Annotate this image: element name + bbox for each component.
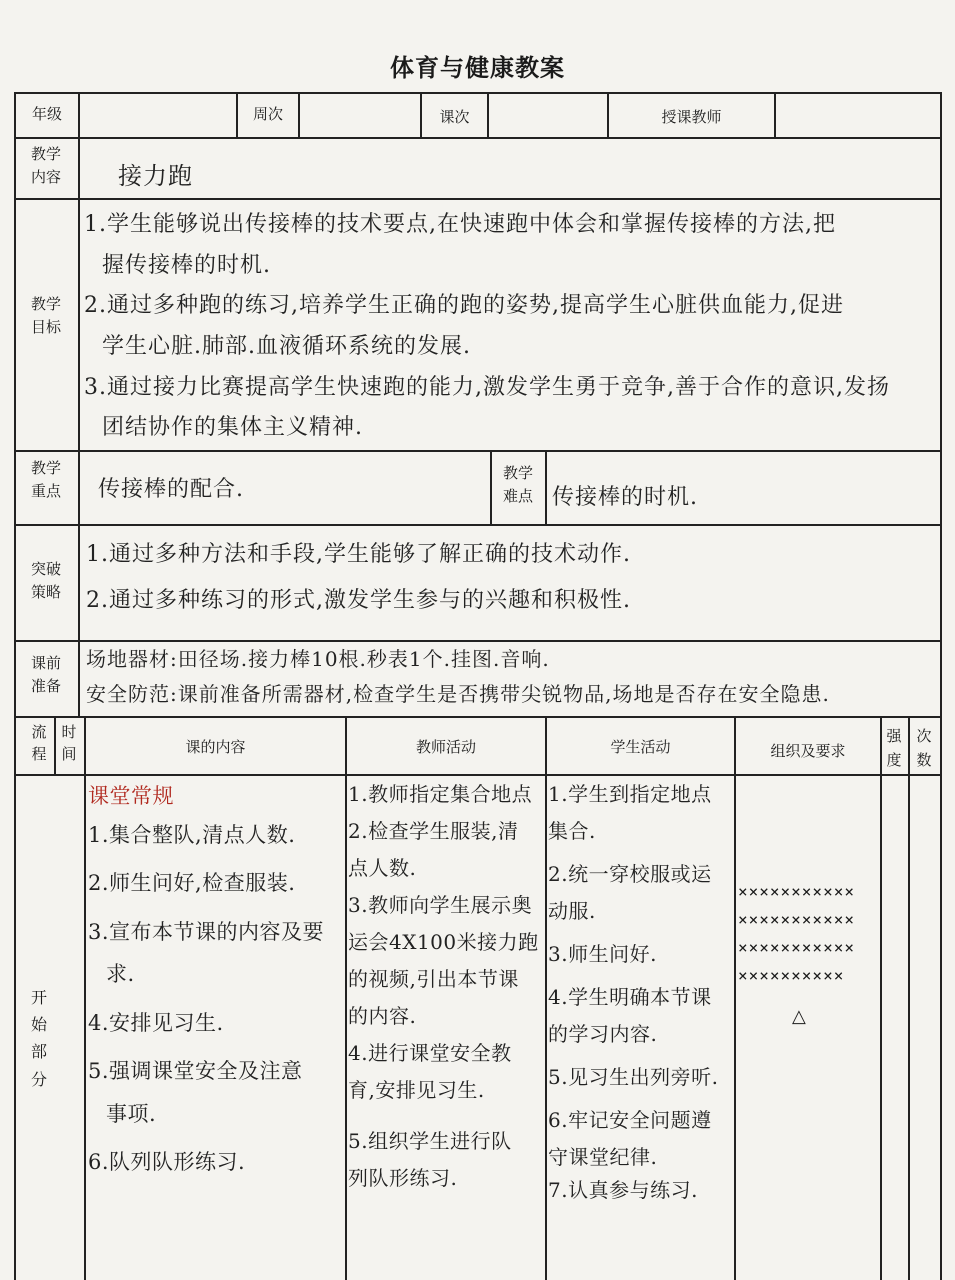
preparation-text (86, 642, 940, 712)
teacher-activity-cell (348, 780, 544, 1193)
formation-row: ××××××××××× (738, 910, 855, 929)
teacher-line: 3.教师向学生展示奥 (348, 893, 533, 917)
student-activity-cell (548, 780, 733, 1205)
objective-line: 2.通过多种跑的练习,培养学生正确的跑的姿势,提高学生心脏供血能力,促进 (84, 293, 844, 319)
lesson-content-cell (88, 780, 344, 1179)
lesson-item: 1.集合整队,清点人数. (88, 822, 296, 847)
section-label: 开始部分 (30, 988, 47, 1089)
teacher-line: 运会4X100米接力跑 (348, 930, 539, 954)
student-line: 6.牢记安全问题遵 (548, 1108, 712, 1132)
strategy-line: 2.通过多种练习的形式,激发学生参与的兴趣和积极性. (86, 588, 631, 614)
col-lesson-content: 课的内容 (185, 738, 246, 756)
difficulty-value: 传接棒的时机. (552, 485, 698, 510)
student-line: 3.师生问好. (548, 942, 657, 966)
preparation-line: 安全防范:课前准备所需器材,检查学生是否携带尖锐物品,场地是否存在安全隐患. (86, 682, 830, 706)
teacher-line: 2.检查学生服装,清 (348, 819, 519, 843)
teacher-label: 授课教师 (661, 108, 722, 126)
student-line: 2.统一穿校服或运 (548, 862, 712, 886)
teacher-line: 列队形练习. (348, 1166, 458, 1190)
lesson-item: 2.师生问好,检查服装. (88, 871, 296, 896)
strategy-label: 突破策略 (30, 560, 61, 602)
student-line: 的学习内容. (548, 1022, 658, 1046)
teacher-line: 4.进行课堂安全教 (348, 1041, 512, 1065)
col-flow: 流程 (31, 723, 47, 763)
lesson-item: 3.宣布本节课的内容及要 (88, 919, 325, 944)
teacher-line: 的视频,引出本节课 (348, 967, 519, 991)
student-line: 7.认真参与练习. (548, 1178, 698, 1202)
student-line: 守课堂纪律. (548, 1145, 658, 1169)
key-points-value: 传接棒的配合. (98, 477, 244, 502)
lesson-item: 事项. (106, 1101, 157, 1126)
teacher-line: 的内容. (348, 1004, 417, 1028)
page-title: 体育与健康教案 (390, 54, 565, 82)
col-student-activity: 学生活动 (610, 738, 671, 756)
formation-row: ××××××××××× (738, 938, 855, 957)
preparation-line: 场地器材:田径场.接力棒10根.秒表1个.挂图.音响. (86, 647, 550, 671)
objectives-text (84, 205, 940, 449)
formation-row: ×××××××××× (738, 966, 845, 985)
lesson-label: 课次 (439, 108, 470, 126)
col-organization: 组织及要求 (770, 742, 846, 760)
content-label: 教学内容 (30, 145, 61, 187)
objective-line: 学生心脏.肺部.血液循环系统的发展. (102, 334, 471, 360)
teacher-line: 5.组织学生进行队 (348, 1129, 512, 1153)
difficulty-label: 教学难点 (502, 464, 533, 506)
col-intensity: 强度 (886, 727, 902, 769)
col-time: 时间 (61, 723, 77, 763)
student-line: 5.见习生出列旁听. (548, 1065, 719, 1089)
lesson-item: 6.队列队形练习. (88, 1150, 246, 1175)
week-label: 周次 (252, 105, 283, 123)
strategy-text (86, 532, 631, 624)
student-line: 集合. (548, 819, 596, 843)
teacher-line: 点人数. (348, 856, 417, 880)
objective-line: 1.学生能够说出传接棒的技术要点,在快速跑中体会和掌握传接棒的方法,把 (84, 212, 836, 237)
preparation-label: 课前准备 (30, 654, 61, 696)
student-line: 1.学生到指定地点 (548, 782, 712, 806)
organization-cell (738, 878, 878, 1027)
strategy-line: 1.通过多种方法和手段,学生能够了解正确的技术动作. (86, 542, 631, 567)
objective-line: 握传接棒的时机. (102, 252, 271, 278)
lesson-item: 4.安排见习生. (88, 1010, 224, 1035)
teacher-position-icon: △ (792, 1006, 806, 1027)
key-points-label: 教学重点 (30, 459, 61, 501)
col-teacher-activity: 教师活动 (415, 738, 476, 756)
objectives-label: 教学目标 (30, 295, 61, 337)
student-line: 动服. (548, 899, 596, 923)
objective-line: 3.通过接力比赛提高学生快速跑的能力,激发学生勇于竞争,善于合作的意识,发扬 (84, 374, 890, 400)
formation-row: ××××××××××× (738, 882, 855, 901)
lesson-item: 求. (106, 962, 135, 987)
teacher-line: 育,安排见习生. (348, 1078, 485, 1102)
student-line: 4.学生明确本节课 (548, 985, 712, 1009)
lesson-item: 5.强调课堂安全及注意 (88, 1059, 303, 1084)
section-heading: 课堂常规 (88, 784, 174, 808)
content-value: 接力跑 (118, 162, 193, 190)
objective-line: 团结协作的集体主义精神. (102, 415, 363, 441)
col-count: 次数 (916, 727, 932, 769)
teacher-line: 1.教师指定集合地点 (348, 782, 533, 806)
grade-label: 年级 (31, 105, 62, 123)
